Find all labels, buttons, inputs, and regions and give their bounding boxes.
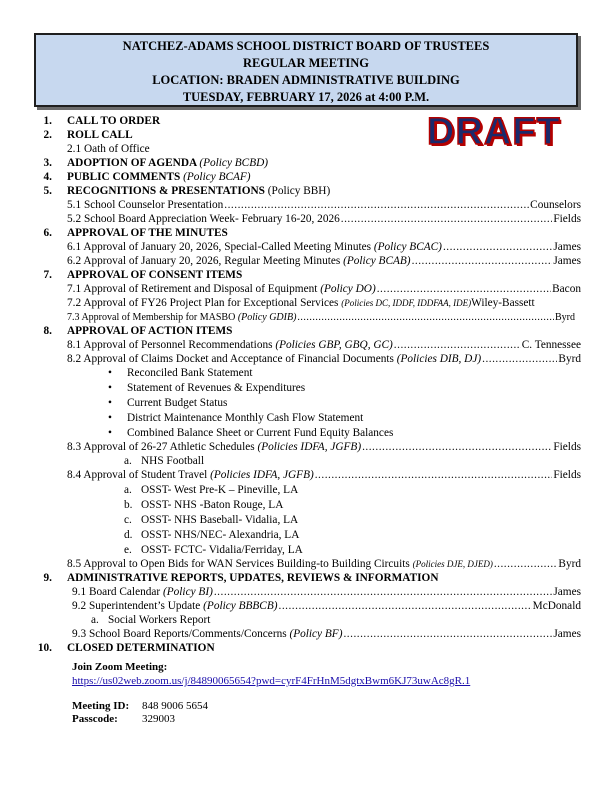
agenda-section-10: 10. CLOSED DETERMINATION bbox=[37, 642, 215, 654]
meeting-id-row: Meeting ID: 848 9006 5654 bbox=[72, 700, 208, 712]
draft-stamp: DRAFT bbox=[427, 111, 561, 153]
meeting-location: LOCATION: BRADEN ADMINISTRATIVE BUILDING bbox=[152, 73, 460, 87]
agenda-section-2: 2. ROLL CALL bbox=[43, 129, 133, 141]
zoom-meeting-link[interactable]: https://us02web.zoom.us/j/84890065654?pwd=cyrF4FrHnM5dgtxBwm6KJ73uwAc8gR.1 bbox=[72, 675, 471, 687]
bullet-icon: • bbox=[108, 367, 112, 379]
zoom-title: Join Zoom Meeting: bbox=[72, 661, 168, 673]
agenda-item-9-2: 9.2 Superintendent’s Update (Policy BBBCB) ..... McDonald bbox=[0, 599, 616, 614]
agenda-item-5-2: 5.2 School Board Appreciation Week- February 16-20, 2026 ..... Fields bbox=[0, 212, 616, 227]
agenda-section-3: 3. ADOPTION OF AGENDA (Policy BCBD) bbox=[43, 157, 269, 169]
agenda-item-9-1: 9.1 Board Calendar (Policy BI) ..... James bbox=[0, 585, 616, 600]
agenda-item-8-4: 8.4 Approval of Student Travel (Policies IDFA, JGFB) ..... Fields bbox=[0, 468, 616, 483]
agenda-section-9: 9. ADMINISTRATIVE REPORTS, UPDATES, REVIEWS & INFORMATION bbox=[43, 572, 439, 584]
agenda-item-6-1: 6.1 Approval of January 20, 2026, Special-Called Meeting Minutes (Policy BCAC) ..... James bbox=[0, 240, 616, 255]
agenda-section-4: 4. PUBLIC COMMENTS (Policy BCAF) bbox=[43, 171, 251, 183]
sub-item-9-2-a: a. Social Workers Report bbox=[91, 614, 211, 626]
meeting-header bbox=[34, 33, 578, 107]
meeting-type: REGULAR MEETING bbox=[242, 56, 370, 70]
agenda-section-1: 1. CALL TO ORDER bbox=[43, 115, 161, 127]
agenda-item-6-2: 6.2 Approval of January 20, 2026, Regular Meeting Minutes (Policy BCAB) ..... James bbox=[0, 254, 616, 269]
agenda-section-6: 6. APPROVAL OF THE MINUTES bbox=[43, 227, 228, 239]
bullet-icon: • bbox=[108, 412, 112, 424]
agenda-section-5: 5. RECOGNITIONS & PRESENTATIONS (Policy BBH) bbox=[43, 185, 331, 197]
bullet-item: • District Maintenance Monthly Cash Flow Statement bbox=[108, 412, 364, 424]
sub-item-8-4-d: d. OSST- NHS/NEC- Alexandria, LA bbox=[124, 529, 300, 541]
bullet-item: • Current Budget Status bbox=[108, 397, 228, 409]
agenda-item-2-1: 2.1 Oath of Office bbox=[67, 143, 150, 155]
sub-item-8-4-e: e. OSST- FCTC- Vidalia/Ferriday, LA bbox=[124, 544, 303, 556]
agenda-item-7-1: 7.1 Approval of Retirement and Disposal of Equipment (Policy DO) ..... Bacon bbox=[0, 282, 616, 297]
bullet-icon: • bbox=[108, 382, 112, 394]
zoom-link-row bbox=[72, 675, 470, 687]
bullet-item: • Reconciled Bank Statement bbox=[108, 367, 253, 379]
sub-item-8-4-c: c. OSST- NHS Baseball- Vidalia, LA bbox=[124, 514, 299, 526]
bullet-icon: • bbox=[108, 397, 112, 409]
sub-item-8-3-a: a. NHS Football bbox=[124, 455, 205, 467]
agenda-item-8-2: 8.2 Approval of Claims Docket and Acceptance of Financial Documents (Policies DIB, DJ) ..... Byrd bbox=[0, 352, 616, 367]
sub-item-8-4-a: a. OSST- West Pre-K – Pineville, LA bbox=[124, 484, 299, 496]
sub-item-8-4-b: b. OSST- NHS -Baton Rouge, LA bbox=[124, 499, 284, 511]
district-title: NATCHEZ-ADAMS SCHOOL DISTRICT BOARD OF TRUSTEES bbox=[122, 39, 490, 53]
bullet-item: • Statement of Revenues & Expenditures bbox=[108, 382, 306, 394]
passcode-row: Passcode: 329003 bbox=[72, 713, 175, 725]
agenda-item-7-2: 7.2 Approval of FY26 Project Plan for Exceptional Services (Policies DC, IDDF, IDDFAA, IDE) Wiley-Bassett bbox=[67, 297, 535, 309]
agenda-section-8: 8. APPROVAL OF ACTION ITEMS bbox=[43, 325, 233, 337]
agenda-section-7: 7. APPROVAL OF CONSENT ITEMS bbox=[43, 269, 243, 281]
bullet-icon: • bbox=[108, 427, 112, 439]
meeting-date: TUESDAY, FEBRUARY 17, 2026 at 4:00 P.M. bbox=[182, 90, 430, 104]
agenda-item-5-1: 5.1 School Counselor Presentation ..... Counselors bbox=[0, 198, 616, 213]
agenda-item-8-5: 8.5 Approval to Open Bids for WAN Services Building-to Building Circuits (Policies DJE, DJED) ..... Byrd bbox=[0, 557, 616, 572]
bullet-item: • Combined Balance Sheet or Current Fund Equity Balances bbox=[108, 427, 394, 439]
agenda-item-8-3: 8.3 Approval of 26-27 Athletic Schedules (Policies IDFA, JGFB) ..... Fields bbox=[0, 440, 616, 455]
agenda-item-9-3: 9.3 School Board Reports/Comments/Concerns (Policy BF) ..... James bbox=[0, 627, 616, 642]
agenda-item-7-3: 7.3 Approval of Membership for MASBO (Policy GDIB) ..... Byrd bbox=[0, 310, 616, 325]
agenda-item-8-1: 8.1 Approval of Personnel Recommendations (Policies GBP, GBQ, GC) ..... C. Tennessee bbox=[0, 338, 616, 353]
